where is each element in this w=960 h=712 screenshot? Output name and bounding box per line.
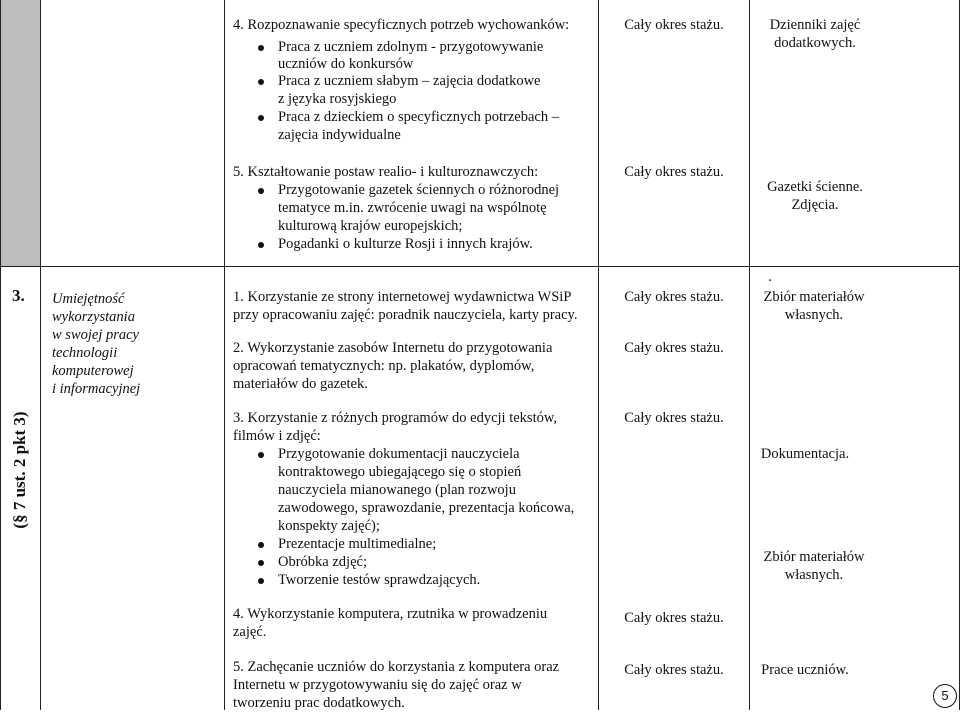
task2-line3: materiałów do gazetek. xyxy=(233,376,368,392)
row5-bullet1-line1: Przygotowanie gazetek ściennych o różnorodnej xyxy=(278,182,560,198)
bullet-icon xyxy=(258,578,264,584)
row4-term: Cały okres stażu. xyxy=(624,17,724,33)
task3-bullet4: Tworzenie testów sprawdzających. xyxy=(278,572,481,588)
row5-evidence-line1: Gazetki ścienne. xyxy=(767,179,863,195)
row4-bullet3-line2: zajęcia indywidualne xyxy=(278,127,401,143)
task1-line1: 1. Korzystanie ze strony internetowej wydawnictwa WSiP xyxy=(233,289,572,305)
evidence-student-work: Prace uczniów. xyxy=(761,662,849,678)
evidence-collection-b-line1: Zbiór materiałów xyxy=(763,549,865,565)
row5-heading: 5. Kształtowanie postaw realio- i kulturoznawczych: xyxy=(233,164,539,180)
row4-bullet2-line2: z języka rosyjskiego xyxy=(278,91,397,107)
evidence-collection-a-line1: Zbiór materiałów xyxy=(763,289,865,305)
skill-line2: wykorzystania xyxy=(52,309,135,325)
bullet-icon xyxy=(258,560,264,566)
task5-line3: tworzeniu prac dodatkowych. xyxy=(233,695,405,711)
row5-term: Cały okres stażu. xyxy=(624,164,724,180)
task4-line1: 4. Wykorzystanie komputera, rzutnika w prowadzeniu xyxy=(233,606,548,622)
column-divider-1 xyxy=(40,0,41,710)
skill-line1: Umiejętność xyxy=(52,291,125,307)
table-left-border xyxy=(0,0,1,710)
task5-line2: Internetu w przygotowywaniu się do zajęć oraz w xyxy=(233,677,522,693)
evidence-dot: . xyxy=(768,269,772,285)
task3-bullet1-line2: kontraktowego ubiegającego się o stopień xyxy=(278,464,522,480)
row4-bullet3-line1: Praca z dzieckiem o specyficznych potrzebach – xyxy=(278,109,559,125)
row4-heading: 4. Rozpoznawanie specyficznych potrzeb wychowanków: xyxy=(233,17,570,33)
bullet-icon xyxy=(258,115,264,121)
evidence-collection-a-line2: własnych. xyxy=(784,307,844,323)
task3-line1: 3. Korzystanie z różnych programów do edycji tekstów, xyxy=(233,410,558,426)
task2-line1: 2. Wykorzystanie zasobów Internetu do przygotowania xyxy=(233,340,553,356)
section-number-column-upper xyxy=(0,0,40,266)
bullet-icon xyxy=(258,452,264,458)
row5-bullet1-line3: kulturową krajów europejskich; xyxy=(278,218,463,234)
skill-line3: w swojej pracy xyxy=(52,327,139,343)
bullet-icon xyxy=(258,242,264,248)
bullet-icon xyxy=(258,188,264,194)
bullet-icon xyxy=(258,45,264,51)
row4-evidence-line2: dodatkowych. xyxy=(774,35,856,51)
task4-term: Cały okres stażu. xyxy=(624,610,724,626)
row4-bullet1-line1: Praca z uczniem zdolnym - przygotowywanie xyxy=(278,39,544,55)
task3-bullet1-line4: zawodowego, sprawozdanie, prezentacja końcowa, xyxy=(278,500,575,516)
evidence-collection-b-line2: własnych. xyxy=(784,567,844,583)
bullet-icon xyxy=(258,79,264,85)
task3-bullet1-line3: nauczyciela mianowanego (plan rozwoju xyxy=(278,482,516,498)
task4-line2: zajęć. xyxy=(233,624,267,640)
task3-line2: filmów i zdjęć: xyxy=(233,428,321,444)
task3-term: Cały okres stażu. xyxy=(624,410,724,426)
row5-bullet1-line2: tematyce m.in. zwrócenie uwagi na wspólnotę xyxy=(278,200,547,216)
section-divider xyxy=(0,266,960,267)
paragraph-reference: (§ 7 ust. 2 pkt 3) xyxy=(10,411,29,529)
task3-bullet3: Obróbka zdjęć; xyxy=(278,554,367,570)
skill-line6: i informacyjnej xyxy=(52,381,141,397)
section-number: 3. xyxy=(12,286,25,305)
skill-line5: komputerowej xyxy=(52,363,134,379)
task1-term: Cały okres stażu. xyxy=(624,289,724,305)
task2-term: Cały okres stażu. xyxy=(624,340,724,356)
task1-line2: przy opracowaniu zajęć: poradnik nauczyciela, karty pracy. xyxy=(233,307,578,323)
task3-bullet1-line1: Przygotowanie dokumentacji nauczyciela xyxy=(278,446,520,462)
column-divider-4 xyxy=(749,0,750,710)
evidence-documentation: Dokumentacja. xyxy=(760,446,850,462)
bullet-icon xyxy=(258,542,264,548)
task5-line1: 5. Zachęcanie uczniów do korzystania z komputera oraz xyxy=(233,659,560,675)
task3-bullet2: Prezentacje multimedialne; xyxy=(278,536,437,552)
row4-bullet1-line2: uczniów do konkursów xyxy=(278,56,414,72)
row4-bullet2-line1: Praca z uczniem słabym – zajęcia dodatkowe xyxy=(278,73,541,89)
row5-evidence-line2: Zdjęcia. xyxy=(791,197,839,213)
column-divider-2 xyxy=(224,0,225,710)
row4-evidence-line1: Dzienniki zajęć xyxy=(769,17,861,33)
skill-line4: technologii xyxy=(52,345,118,361)
task2-line2: opracowań tematycznych: np. plakatów, dyplomów, xyxy=(233,358,535,374)
row5-bullet2-line1: Pogadanki o kulturze Rosji i innych krajów. xyxy=(278,236,533,252)
task5-term: Cały okres stażu. xyxy=(624,662,724,678)
task3-bullet1-line5: konspekty zajęć); xyxy=(278,518,380,534)
page-number: 5 xyxy=(933,684,957,708)
